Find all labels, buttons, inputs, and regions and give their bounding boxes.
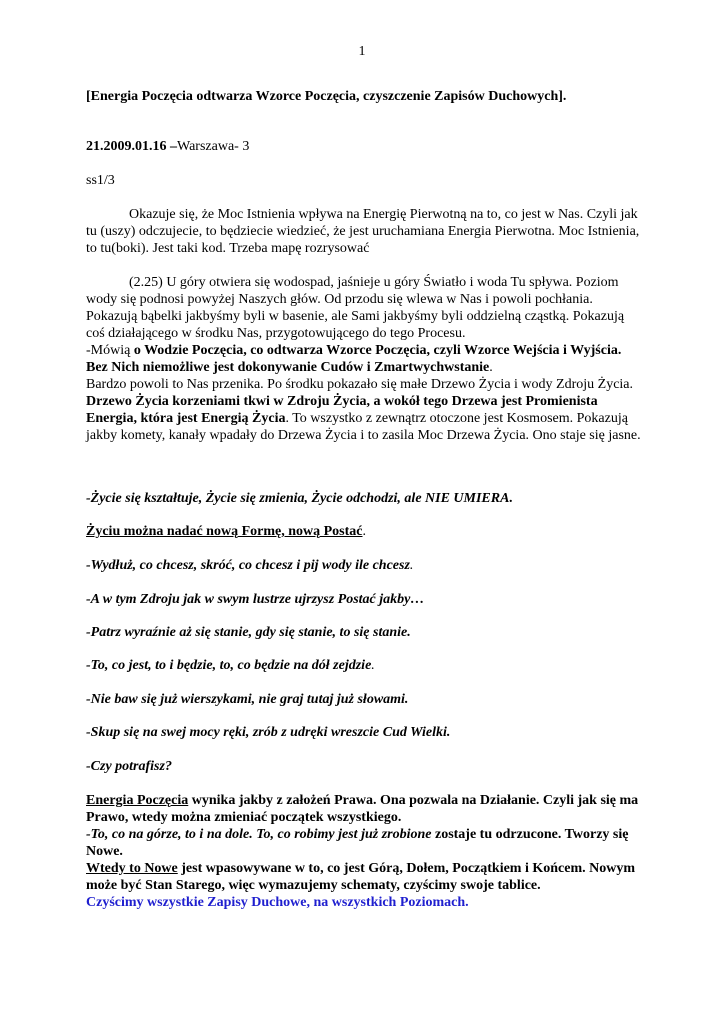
closing-line-1 [86, 792, 646, 826]
verse-7: -Nie baw się już wierszykami, nie graj tutaj już słowami. [86, 692, 409, 707]
text-run: jest wpasowywane w to, co jest Górą, Dołem, Początkiem i Końcem. Nowym może być Stan Starego, więc wymazujemy schematy, czyścimy swoje tablice. [86, 861, 636, 893]
closing-section [86, 792, 646, 911]
text-run: . [371, 658, 375, 673]
verse-2 [86, 523, 646, 540]
closing-line-4-highlight: Czyścimy wszystkie Zapisy Duchowe, na wszystkich Poziomach. [86, 895, 469, 910]
text-run: . [489, 360, 493, 375]
text-run: . [362, 524, 366, 539]
text-run: . [409, 558, 414, 573]
verse-6 [86, 657, 646, 674]
text-run: wynika jakby z założeń Prawa. Ona pozwala na Działanie. Czyli jak się ma Prawo, wtedy można zmieniać początek wszystkiego. [86, 793, 639, 825]
page-number: 1 [358, 44, 366, 59]
bold-run: o Wodzie Poczęcia, co odtwarza Wzorce Poczęcia, czyli Wzorce Wejścia i Wyjścia. Bez Nich niemożliwe jest dokonywanie Cudów i Zmartwychwstanie [86, 343, 622, 375]
text-run: zostaje tu odrzucone. Tworzy się Nowe. [86, 827, 629, 859]
date-code: 21.2009.01.16 – [86, 139, 177, 154]
paragraph-1: Okazuje się, że Moc Istnienia wpływa na Energię Pierwotną na to, co jest w Nas. Czyli jak tu (uszy) odczujecie, to będziecie wiedzieć, że jest uruchamiana Energia Pierwotna. Moc Istnienia, to tu(boki). Jest taki kod. Trzeba mapę rozrysować [86, 207, 640, 256]
underlined-run: Wtedy to Nowe [86, 861, 178, 876]
closing-line-2 [86, 826, 646, 860]
verse-8: -Skup się na swej mocy ręki, zrób z udręki wreszcie Cud Wielki. [86, 725, 451, 740]
verse-4: -A w tym Zdroju jak w swym lustrze ujrzysz Postać jakby… [86, 592, 425, 607]
italic-run: -To, co na górze, to i na dole. To, co robimy jest już zrobione [86, 827, 432, 842]
paragraph-2 [86, 274, 646, 444]
verse-5: -Patrz wyraźnie aż się stanie, gdy się stanie, to się stanie. [86, 625, 411, 640]
paragraph-2-line-3 [86, 342, 646, 376]
verse-9: -Czy potrafisz? [86, 759, 172, 774]
underlined-run: Życiu można nadać nową Formę, nową Postać [86, 524, 363, 539]
closing-line-3 [86, 860, 646, 894]
italic-run: -To, co jest, to i będzie, to, co będzie na dół zejdzie [86, 658, 372, 673]
verse-3 [86, 557, 646, 574]
italic-run: -Wydłuż, co chcesz, skróć, co chcesz i pij wody ile chcesz [86, 558, 410, 573]
text-run: -Mówią [86, 343, 134, 358]
location: Warszawa- 3 [177, 139, 250, 154]
text-run: . To wszystko z zewnątrz otoczone jest Kosmosem. Pokazują jakby komety, kanały wpadały do Drzewa Życia i to zasila Moc Drzewa Życia. Ono staje się jasne. [86, 411, 641, 443]
paragraph-2-line-4 [86, 376, 646, 444]
paragraph-2-line-1: (2.25) U góry otwiera się wodospad, jaśnieje u góry Światło i woda Tu spływa. Poziom wody się podnosi powyżej Naszych głów. Od przodu się wlewa w Nas i powoli pochłania. [86, 275, 619, 307]
document-title: [Energia Poczęcia odtwarza Wzorce Poczęcia, czyszczenie Zapisów Duchowych]. [86, 89, 567, 104]
date-line [86, 138, 646, 155]
session-label: ss1/3 [86, 173, 115, 188]
underlined-run: Energia Poczęcia [86, 793, 189, 808]
paragraph-2-line-2: Pokazują bąbelki jakbyśmy byli w basenie, ale Sami jakbyśmy byli oddzielną cząstką. Pokazują coś działającego w środku Nas, przygotowującego do tego Procesu. [86, 309, 625, 341]
text-run: Bardzo powoli to Nas przenika. Po środku pokazało się małe Drzewo Życia i wody Zdroju Życia. [86, 377, 634, 392]
bold-run: Drzewo Życia korzeniami tkwi w Zdroju Życia, a wokół tego Drzewa jest Promienista Energia, która jest Energią Życia [86, 394, 598, 426]
verse-1: -Życie się kształtuje, Życie się zmienia, Życie odchodzi, ale NIE UMIERA. [86, 491, 513, 506]
